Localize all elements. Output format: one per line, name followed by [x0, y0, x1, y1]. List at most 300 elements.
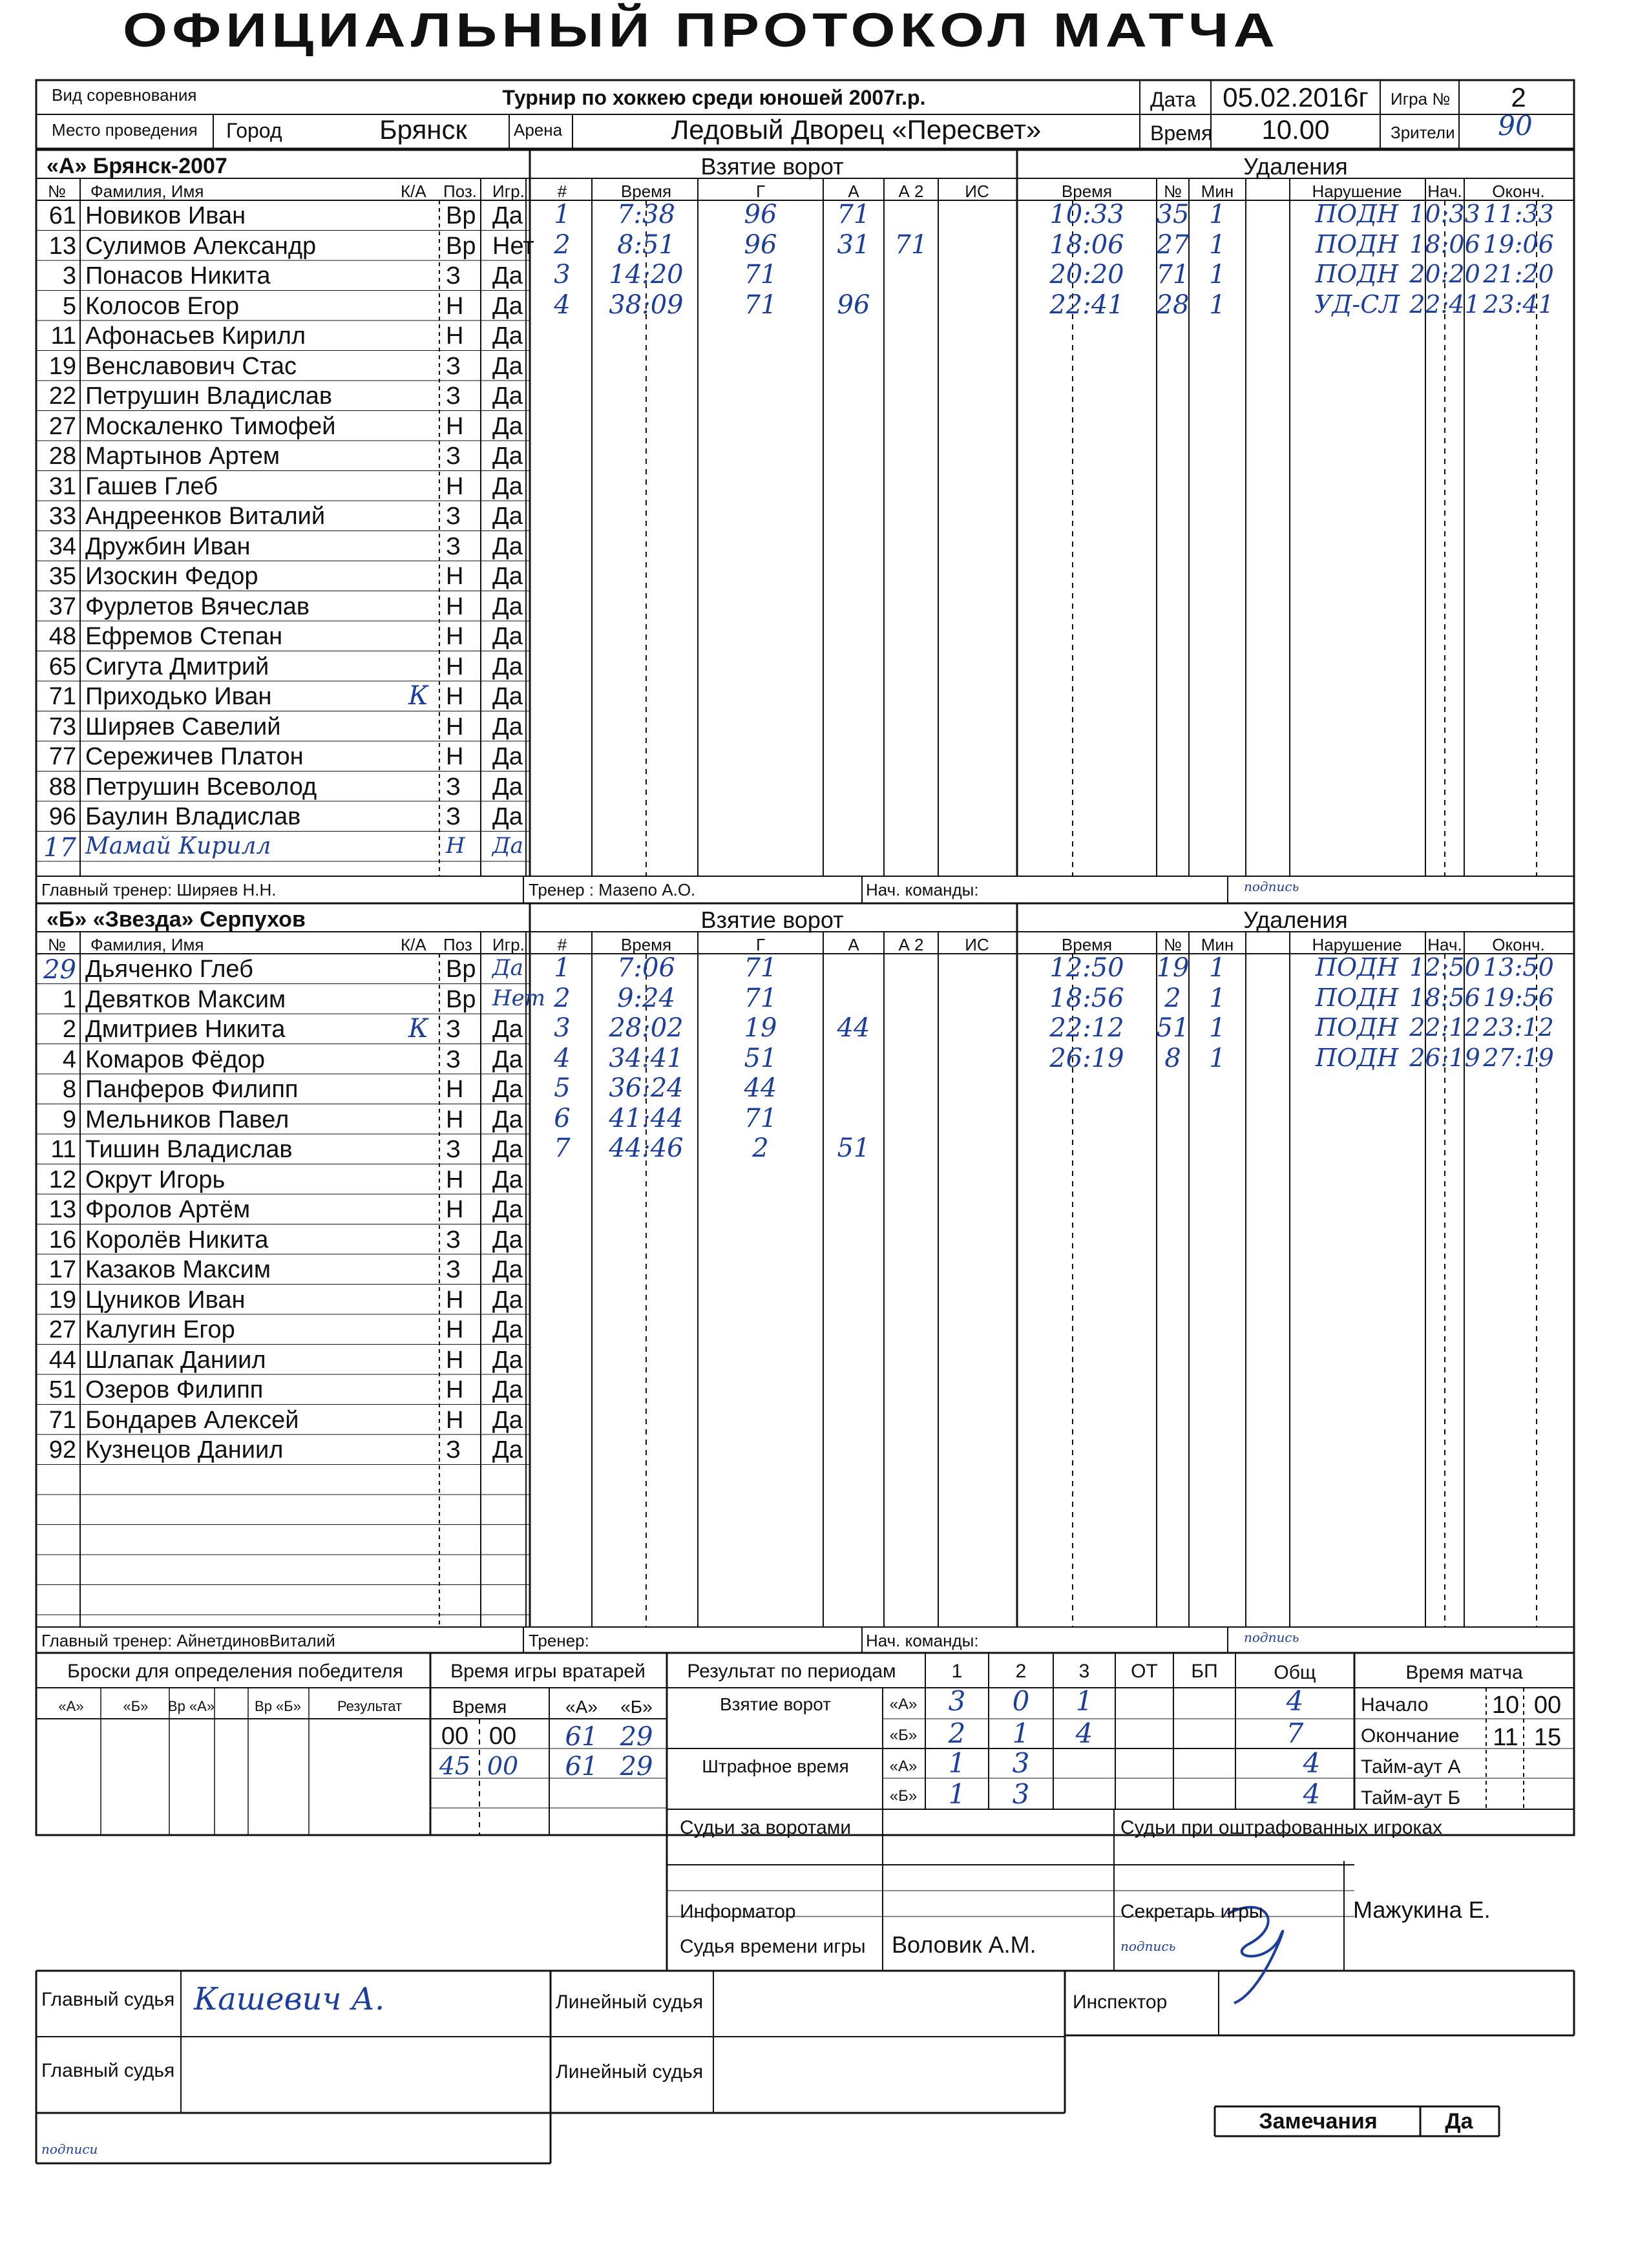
timekeeper-label: Судья времени игры — [680, 1936, 866, 1957]
pen-b-period: 1 — [948, 1778, 966, 1810]
spectators-value: 90 — [1498, 110, 1533, 142]
goal-time: 28:02 — [609, 1013, 684, 1043]
player-name: Гашев Глеб — [85, 472, 218, 500]
goalie-time-minutes: 45 — [439, 1752, 471, 1780]
shootout-col-result: Результат — [337, 1698, 403, 1714]
player-position: З — [446, 1226, 461, 1254]
player-played: Да — [492, 1376, 523, 1403]
player-name: Тишин Владислав — [85, 1136, 293, 1163]
coach: Тренер: — [529, 1631, 589, 1650]
player-name: Девятков Максим — [85, 985, 286, 1013]
penalty-player: 35 — [1156, 200, 1190, 229]
pen-a-total: 4 — [1303, 1747, 1321, 1779]
col-position: Поз — [443, 935, 472, 954]
penalty-player: 71 — [1156, 260, 1190, 289]
col-penalty-end: Оконч. — [1492, 182, 1545, 201]
player-name: Сигута Дмитрий — [85, 653, 269, 680]
player-captain-mark: К — [408, 1014, 428, 1044]
goal-time: 7:06 — [617, 953, 675, 983]
player-name: Мамай Кирилл — [85, 832, 271, 859]
player-number: 71 — [48, 1406, 76, 1434]
player-played: Да — [492, 1076, 523, 1103]
protocol-title: ОФИЦИАЛЬНЫЙ ПРОТОКОЛ МАТЧА — [123, 3, 1280, 57]
player-position: З — [446, 532, 461, 560]
penalty-start: 18:06 — [1409, 229, 1480, 258]
col-goal-assist: А — [848, 182, 859, 201]
match-end-label: Окончание — [1361, 1725, 1460, 1747]
player-position: З — [446, 262, 461, 289]
pen-a-period: 1 — [948, 1747, 966, 1779]
inspector-label: Инспектор — [1073, 1991, 1168, 2013]
player-number: 96 — [48, 803, 76, 830]
time-label: Время — [1150, 121, 1213, 145]
penalty-minutes: 1 — [1209, 229, 1226, 260]
goal-number: 2 — [554, 983, 571, 1013]
goalie-time-title: Время игры вратарей — [450, 1661, 646, 1682]
player-name: Афонасьев Кирилл — [85, 322, 306, 350]
linesman-2-label: Линейный судья — [556, 2061, 704, 2083]
player-number: 27 — [48, 1316, 76, 1343]
player-number: 12 — [48, 1166, 76, 1193]
team-manager: Нач. команды: — [866, 880, 979, 899]
player-position: Н — [446, 412, 464, 440]
period-3: 3 — [1078, 1661, 1090, 1682]
player-number: 11 — [50, 1136, 76, 1163]
penalty-infraction: ПОДН — [1315, 200, 1399, 228]
penalty-end: 23:12 — [1483, 1013, 1554, 1042]
goalie-a: 61 — [565, 1752, 598, 1781]
player-position: Н — [446, 743, 464, 770]
penalty-start: 12:50 — [1409, 953, 1480, 982]
penalty-time: 12:50 — [1049, 953, 1124, 983]
goalie-col-time: Время — [452, 1697, 507, 1717]
player-played: Да — [492, 1166, 523, 1193]
goalie-time-minutes: 00 — [441, 1723, 469, 1750]
team-manager: Нач. команды: — [866, 1631, 979, 1650]
penalty-player: 19 — [1156, 953, 1190, 983]
goal-scorer: 71 — [744, 289, 777, 320]
player-position: Н — [446, 593, 464, 620]
player-number: 13 — [48, 232, 76, 260]
player-played: Да — [492, 202, 523, 229]
player-number: 48 — [48, 623, 76, 650]
player-name: Петрушин Владислав — [85, 383, 333, 410]
penalty-start: 20:20 — [1409, 260, 1480, 288]
player-number: 9 — [62, 1106, 76, 1133]
player-number: 77 — [48, 743, 76, 770]
col-goal-assist2: А 2 — [898, 935, 924, 954]
player-played: Да — [492, 1226, 523, 1254]
player-played: Да — [492, 1436, 523, 1464]
penalty-end: 19:06 — [1483, 229, 1554, 258]
total: Общ — [1274, 1662, 1316, 1683]
col-goal-situation: ИС — [965, 182, 989, 201]
goal-scorer: 44 — [744, 1073, 777, 1103]
goal-scorer: 96 — [744, 200, 777, 229]
penalty-start: 26:19 — [1409, 1043, 1480, 1072]
player-played: Да — [492, 1196, 523, 1223]
col-number: № — [48, 935, 66, 954]
goal-number: 4 — [554, 289, 571, 320]
player-name: Озеров Филипп — [85, 1376, 264, 1403]
player-number: 61 — [48, 202, 76, 229]
col-penalty-player: № — [1164, 182, 1182, 201]
player-played: Да — [492, 743, 523, 770]
arena-value: Ледовый Дворец «Пересвет» — [671, 114, 1042, 145]
player-position: Н — [446, 1346, 464, 1374]
penalty-time: 18:06 — [1049, 229, 1124, 260]
penalty-time: 20:20 — [1049, 260, 1124, 289]
goal-assist: 44 — [837, 1013, 870, 1043]
goal-time: 36:24 — [609, 1073, 684, 1103]
player-played: Да — [492, 352, 523, 380]
player-name: Мельников Павел — [85, 1106, 289, 1133]
match-end-hour: 11 — [1493, 1724, 1518, 1751]
player-position: Н — [446, 472, 464, 500]
player-played: Да — [492, 773, 523, 801]
penalty-infraction: ПОДН — [1315, 983, 1399, 1012]
player-played: Да — [492, 653, 523, 680]
penalty-infraction: ПОДН — [1315, 229, 1399, 258]
player-number: 4 — [62, 1045, 76, 1073]
player-name: Дмитриев Никита — [85, 1016, 286, 1043]
col-penalty-end: Оконч. — [1492, 935, 1545, 954]
penalty-infraction: ПОДН — [1315, 953, 1399, 982]
player-name: Шлапак Даниил — [85, 1346, 266, 1374]
penalty-time: 18:56 — [1049, 983, 1124, 1013]
signature-label: подпись — [1244, 879, 1299, 894]
player-played: Да — [492, 713, 523, 740]
col-number: № — [48, 182, 66, 201]
goalie-col-b: «Б» — [620, 1697, 653, 1717]
player-played: Да — [492, 292, 523, 320]
player-played: Да — [492, 532, 523, 560]
player-position: Н — [446, 713, 464, 740]
player-played: Да — [492, 322, 523, 350]
goal-scorer: 51 — [744, 1043, 777, 1073]
col-penalty-start: Нач. — [1427, 935, 1462, 954]
player-played: Да — [492, 503, 523, 530]
goals-section-title: Взятие ворот — [700, 907, 844, 933]
col-goal-scorer: Г — [755, 182, 766, 201]
shootout-col-gk-a: Вр «А» — [167, 1698, 215, 1714]
goals-a-total: 4 — [1286, 1685, 1304, 1717]
player-name: Цуников Иван — [85, 1286, 246, 1314]
goal-number: 3 — [554, 1013, 571, 1043]
player-name: Бондарев Алексей — [85, 1406, 299, 1434]
player-played: Да — [492, 832, 523, 859]
col-name: Фамилия, Имя — [90, 182, 204, 201]
penalty-time: 22:41 — [1049, 289, 1124, 320]
penalty-player: 2 — [1164, 983, 1181, 1013]
player-position: Н — [446, 683, 464, 710]
team_a-team-title: «А» Брянск-2007 — [47, 154, 227, 178]
match-start-minute: 00 — [1533, 1692, 1562, 1719]
shootout: БП — [1191, 1661, 1218, 1682]
player-position: З — [446, 352, 461, 380]
player-name: Изоскин Федор — [85, 563, 258, 590]
goal-number: 1 — [554, 953, 571, 983]
player-name: Дьяченко Глеб — [85, 956, 253, 983]
player-number: 65 — [48, 653, 76, 680]
player-position: Вр — [446, 202, 476, 229]
goal-number: 1 — [554, 200, 571, 229]
player-name: Сережичев Платон — [85, 743, 304, 770]
remarks-value: Да — [1445, 2109, 1473, 2134]
player-name: Окрут Игорь — [85, 1166, 226, 1193]
col-position: Поз. — [443, 182, 477, 201]
coach: Тренер : Мазепо А.О. — [529, 880, 696, 899]
player-position: З — [446, 803, 461, 830]
penalty-time: 10:33 — [1049, 200, 1124, 229]
col-penalty-player: № — [1164, 935, 1182, 954]
signature-label: подпись — [1244, 1630, 1299, 1645]
player-played: Да — [492, 412, 523, 440]
goal-assist2: 71 — [894, 229, 928, 260]
player-played: Да — [492, 262, 523, 289]
penalty-row-label: Штрафное время — [702, 1756, 849, 1776]
goal-number: 3 — [554, 260, 571, 289]
player-name: Колосов Егор — [85, 292, 240, 320]
player-captain-mark: К — [408, 681, 428, 711]
shootout-col-gk-b: Вр «Б» — [255, 1698, 301, 1714]
player-number: 22 — [48, 383, 76, 410]
shootout-col-a: «А» — [58, 1698, 84, 1714]
penalty-minutes: 1 — [1209, 1043, 1226, 1073]
player-number: 17 — [48, 1256, 76, 1283]
player-number: 51 — [48, 1376, 76, 1403]
col-goal-time: Время — [620, 182, 672, 201]
player-position: Вр — [446, 232, 476, 260]
player-name: Приходько Иван — [85, 683, 272, 710]
col-goal-scorer: Г — [755, 935, 766, 954]
goals-section-title: Взятие ворот — [700, 153, 844, 180]
player-played: Да — [492, 593, 523, 620]
player-position: З — [446, 1016, 461, 1043]
player-number: 28 — [48, 443, 76, 470]
penalty-infraction: ПОДН — [1315, 260, 1399, 288]
penalty-end: 11:33 — [1483, 200, 1554, 228]
player-played: Да — [492, 443, 523, 470]
penalty-infraction: ПОДН — [1315, 1013, 1399, 1042]
goals-b-total: 7 — [1286, 1717, 1304, 1749]
player-number: 2 — [62, 1016, 76, 1043]
player-position: Н — [446, 322, 464, 350]
player-position: Н — [446, 1406, 464, 1434]
player-number: 16 — [48, 1226, 76, 1254]
player-name: Комаров Фёдор — [85, 1045, 266, 1073]
secretary-label: Секретарь игры — [1120, 1901, 1263, 1922]
venue-label: Место проведения — [52, 120, 198, 140]
col-played: Игр. — [492, 182, 525, 201]
goalie-b: 29 — [620, 1752, 653, 1781]
shootout-title: Броски для определения победителя — [67, 1661, 403, 1682]
player-position: Н — [446, 1286, 464, 1314]
col-penalty-minutes: Мин — [1201, 182, 1234, 201]
overtime: ОТ — [1131, 1661, 1158, 1682]
player-name: Москаленко Тимофей — [85, 412, 336, 440]
goal-assist: 31 — [837, 229, 870, 260]
player-number: 33 — [48, 503, 76, 530]
col-goal-number: # — [557, 935, 567, 954]
competition-label: Вид соревнования — [52, 85, 197, 105]
player-number: 31 — [48, 472, 76, 500]
player-position: Н — [446, 1106, 464, 1133]
secretary-name: Мажукина Е. — [1353, 1896, 1491, 1923]
player-position: З — [446, 383, 461, 410]
col-captain: К/А — [401, 935, 426, 954]
player-played: Нет — [492, 232, 534, 260]
player-played: Да — [492, 1136, 523, 1163]
player-played: Да — [492, 1346, 523, 1374]
penalty-infraction: ПОДН — [1315, 1043, 1399, 1072]
timeout-a-label: Тайм-аут А — [1361, 1756, 1461, 1778]
penalty-minutes: 1 — [1209, 260, 1226, 289]
goal-number: 2 — [554, 229, 571, 260]
goal-scorer: 71 — [744, 953, 777, 983]
player-position: Н — [446, 1166, 464, 1193]
city-label: Город — [226, 119, 282, 142]
team_b-team-title: «Б» «Звезда» Серпухов — [47, 907, 306, 932]
goal-number: 5 — [554, 1073, 571, 1103]
goalie-time-seconds: 00 — [488, 1723, 517, 1750]
player-number: 3 — [62, 262, 76, 289]
date-value: 05.02.2016г — [1223, 82, 1369, 112]
player-name: Сулимов Александр — [85, 232, 317, 260]
penalty-end: 21:20 — [1483, 260, 1554, 288]
player-played: Да — [492, 1256, 523, 1283]
col-goal-assist2: А 2 — [898, 182, 924, 201]
player-name: Казаков Максим — [85, 1256, 271, 1283]
penalty-start: 10:33 — [1409, 200, 1480, 228]
goal-time: 14:20 — [609, 260, 684, 289]
timekeeper-name: Воловик А.М. — [892, 1931, 1036, 1958]
period-1: 1 — [951, 1661, 963, 1682]
game-number-value: 2 — [1511, 82, 1526, 112]
col-penalty-time: Время — [1061, 182, 1113, 201]
goal-time: 44:46 — [609, 1133, 684, 1163]
goalie-a: 61 — [565, 1722, 598, 1752]
player-name: Новиков Иван — [85, 202, 246, 229]
chief-referee-1-label: Главный судья — [41, 1989, 175, 2010]
col-name: Фамилия, Имя — [90, 935, 204, 954]
player-played: Да — [492, 803, 523, 830]
player-number: 8 — [62, 1076, 76, 1103]
player-position: З — [446, 1045, 461, 1073]
goalie-b: 29 — [620, 1722, 653, 1752]
goal-time: 41:44 — [609, 1103, 684, 1133]
player-position: Н — [446, 292, 464, 320]
player-name: Панферов Филипп — [85, 1076, 299, 1103]
penalty-time: 26:19 — [1049, 1043, 1124, 1073]
player-number: 5 — [62, 292, 76, 320]
player-position: Н — [446, 1376, 464, 1403]
player-played: Да — [492, 1016, 523, 1043]
goal-time: 34:41 — [609, 1043, 684, 1073]
player-number: 92 — [48, 1436, 76, 1464]
penalty-end: 23:41 — [1483, 289, 1554, 319]
player-position: З — [446, 1436, 461, 1464]
goal-number: 4 — [554, 1043, 571, 1073]
match-start-label: Начало — [1361, 1694, 1429, 1716]
player-name: Баулин Владислав — [85, 803, 301, 830]
date-label: Дата — [1150, 88, 1196, 111]
player-number: 37 — [48, 593, 76, 620]
goal-scorer: 2 — [752, 1133, 769, 1163]
player-played: Да — [492, 1316, 523, 1343]
player-number: 19 — [48, 352, 76, 380]
penalties-section-title: Удаления — [1243, 907, 1348, 933]
spectators-label: Зрители — [1391, 123, 1455, 142]
player-name: Мартынов Артем — [85, 443, 280, 470]
goal-judges-label: Судьи за воротами — [680, 1817, 852, 1838]
secretary-signature-label: подпись — [1120, 1938, 1176, 1954]
player-position: З — [446, 773, 461, 801]
penalty-start: 18:56 — [1409, 983, 1480, 1012]
player-number: 13 — [48, 1196, 76, 1223]
goals-row-label: Взятие ворот — [720, 1694, 831, 1714]
goal-assist: 51 — [837, 1133, 870, 1163]
penalty-judges-label: Судьи при оштрафованных игроках — [1120, 1817, 1443, 1838]
penalty-minutes: 1 — [1209, 289, 1226, 320]
player-played: Да — [492, 955, 523, 981]
player-number: 73 — [48, 713, 76, 740]
penalty-player: 27 — [1156, 229, 1190, 260]
goals-b-period: 4 — [1075, 1717, 1093, 1749]
player-played: Да — [492, 1106, 523, 1133]
match-time-title: Время матча — [1405, 1662, 1523, 1683]
player-position: З — [446, 443, 461, 470]
goals-b-label: «Б» — [889, 1727, 918, 1744]
player-number: 1 — [62, 985, 76, 1013]
col-penalty-infraction: Нарушение — [1312, 182, 1402, 201]
linesman-1-label: Линейный судья — [556, 1991, 704, 2013]
player-played: Да — [492, 1045, 523, 1073]
player-number: 44 — [48, 1346, 76, 1374]
timeout-b-label: Тайм-аут Б — [1361, 1787, 1461, 1809]
penalty-player: 51 — [1156, 1013, 1190, 1043]
periods-title: Результат по периодам — [687, 1661, 896, 1682]
col-penalty-minutes: Мин — [1201, 935, 1234, 954]
penalty-minutes: 1 — [1209, 1013, 1226, 1043]
match-end-minute: 15 — [1533, 1724, 1562, 1751]
player-position: Н — [446, 653, 464, 680]
player-position: Н — [446, 1196, 464, 1223]
pen-a-period: 3 — [1012, 1747, 1030, 1779]
col-played: Игр. — [492, 935, 525, 954]
goal-scorer: 71 — [744, 983, 777, 1013]
head-coach: Главный тренер: АйнетдиновВиталий — [41, 1631, 335, 1650]
player-name: Венславович Стас — [85, 352, 297, 380]
penalty-minutes: 1 — [1209, 200, 1226, 229]
player-position: Н — [446, 1076, 464, 1103]
goal-time: 38:09 — [609, 289, 684, 320]
goal-time: 7:38 — [617, 200, 675, 229]
player-name: Дружбин Иван — [85, 532, 251, 560]
player-played: Нет — [492, 985, 546, 1011]
col-goal-time: Время — [620, 935, 672, 954]
goalie-time-seconds: 00 — [487, 1752, 519, 1780]
penalties-section-title: Удаления — [1243, 153, 1348, 180]
arena-label: Арена — [514, 120, 563, 140]
penalty-end: 27:19 — [1483, 1043, 1554, 1072]
pen-b-label: «Б» — [889, 1787, 918, 1805]
player-played: Да — [492, 472, 523, 500]
player-number: 11 — [50, 322, 76, 350]
player-name: Ефремов Степан — [85, 623, 283, 650]
goalie-col-a: «А» — [565, 1697, 598, 1717]
player-number: 19 — [48, 1286, 76, 1314]
